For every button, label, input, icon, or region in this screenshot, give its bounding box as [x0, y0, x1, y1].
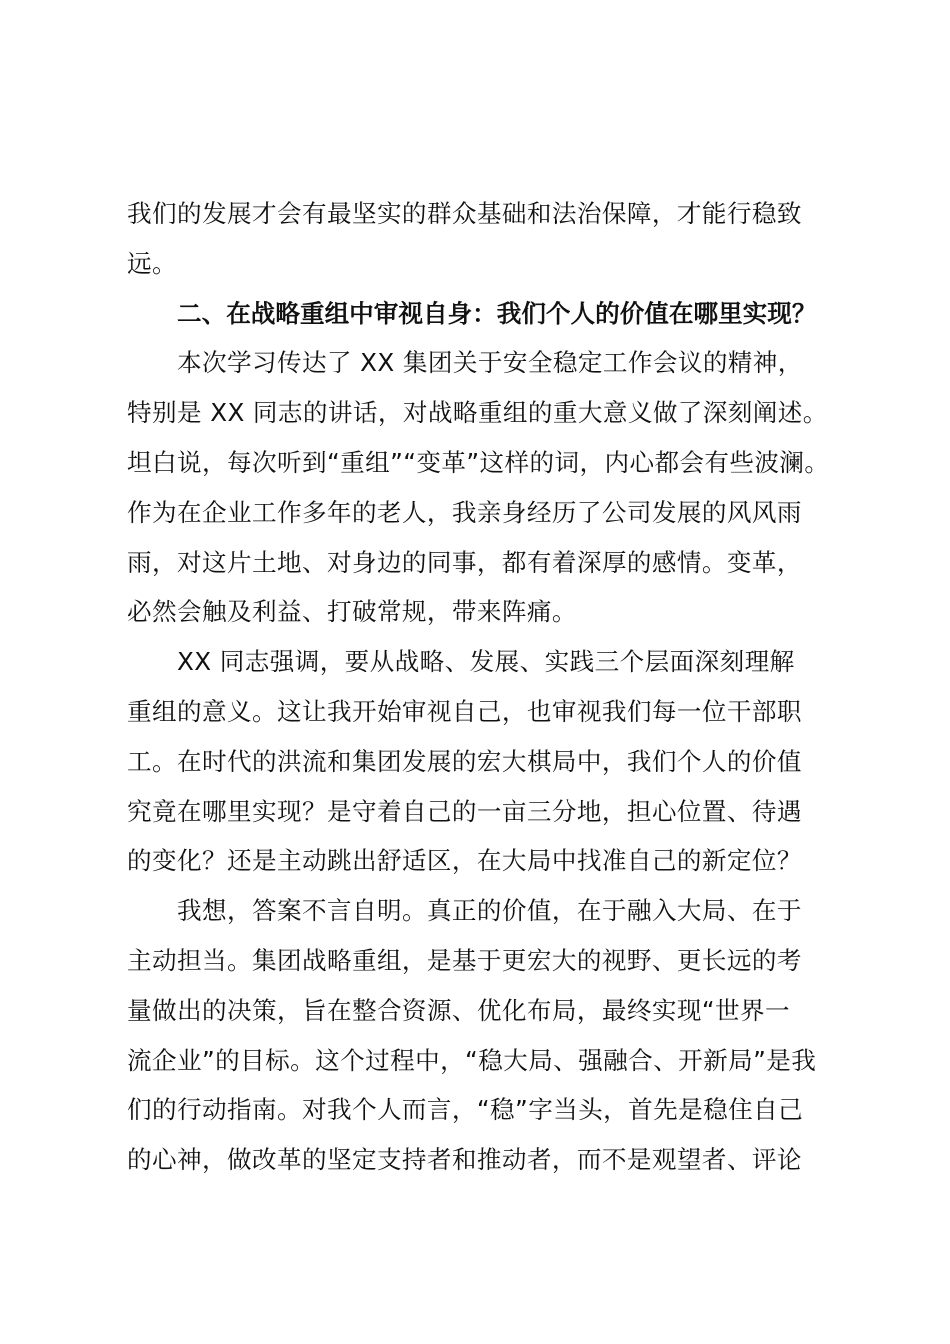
paragraph — [127, 886, 839, 1185]
text-line: 远。 — [127, 248, 177, 278]
text-line: XX 同志强调，要从战略、发展、实践三个层面深刻理解 — [177, 647, 795, 677]
text-line: 我想，答案不言自明。真正的价值，在于融入大局、在于 — [177, 896, 802, 926]
text-line: 流企业”的目标。这个过程中，“稳大局、强融合、开新局”是我 — [127, 1045, 817, 1075]
text-line: 特别是 XX 同志的讲话，对战略重组的重大意义做了深刻阐述。 — [127, 398, 828, 428]
document-body — [127, 189, 839, 1185]
paragraph-continuation — [127, 189, 839, 289]
text-line: 雨，对这片土地、对身边的同事，都有着深厚的感情。变革， — [127, 547, 802, 577]
text-line: 工。在时代的洪流和集团发展的宏大棋局中，我们个人的价值 — [127, 746, 802, 776]
text-line: 我们的发展才会有最坚实的群众基础和法治保障，才能行稳致 — [127, 199, 802, 228]
paragraph — [127, 338, 839, 637]
text-line: 的心神，做改革的坚定支持者和推动者，而不是观望者、评论 — [127, 1145, 802, 1175]
section-heading — [127, 289, 839, 339]
heading-text: 二、在战略重组中审视自身：我们个人的价值在哪里实现？ — [177, 298, 817, 328]
text-line: 坦白说，每次听到“重组”“变革”这样的词，内心都会有些波澜。 — [127, 447, 830, 477]
text-line: 究竟在哪里实现？是守着自己的一亩三分地，担心位置、待遇 — [127, 796, 802, 826]
text-line: 作为在企业工作多年的老人，我亲身经历了公司发展的风风雨 — [127, 497, 802, 527]
text-line: 主动担当。集团战略重组，是基于更宏大的视野、更长远的考 — [127, 945, 802, 975]
text-line: 的变化？还是主动跳出舒适区，在大局中找准自己的新定位？ — [127, 846, 802, 876]
text-line: 本次学习传达了 XX 集团关于安全稳定工作会议的精神， — [177, 348, 803, 378]
paragraph — [127, 637, 839, 886]
text-line: 量做出的决策，旨在整合资源、优化布局，最终实现“世界一 — [127, 995, 790, 1025]
text-line: 必然会触及利益、打破常规，带来阵痛。 — [127, 597, 577, 627]
text-line: 们的行动指南。对我个人而言，“稳”字当头，首先是稳住自己 — [127, 1095, 804, 1125]
text-line: 重组的意义。这让我开始审视自己，也审视我们每一位干部职 — [127, 696, 802, 726]
